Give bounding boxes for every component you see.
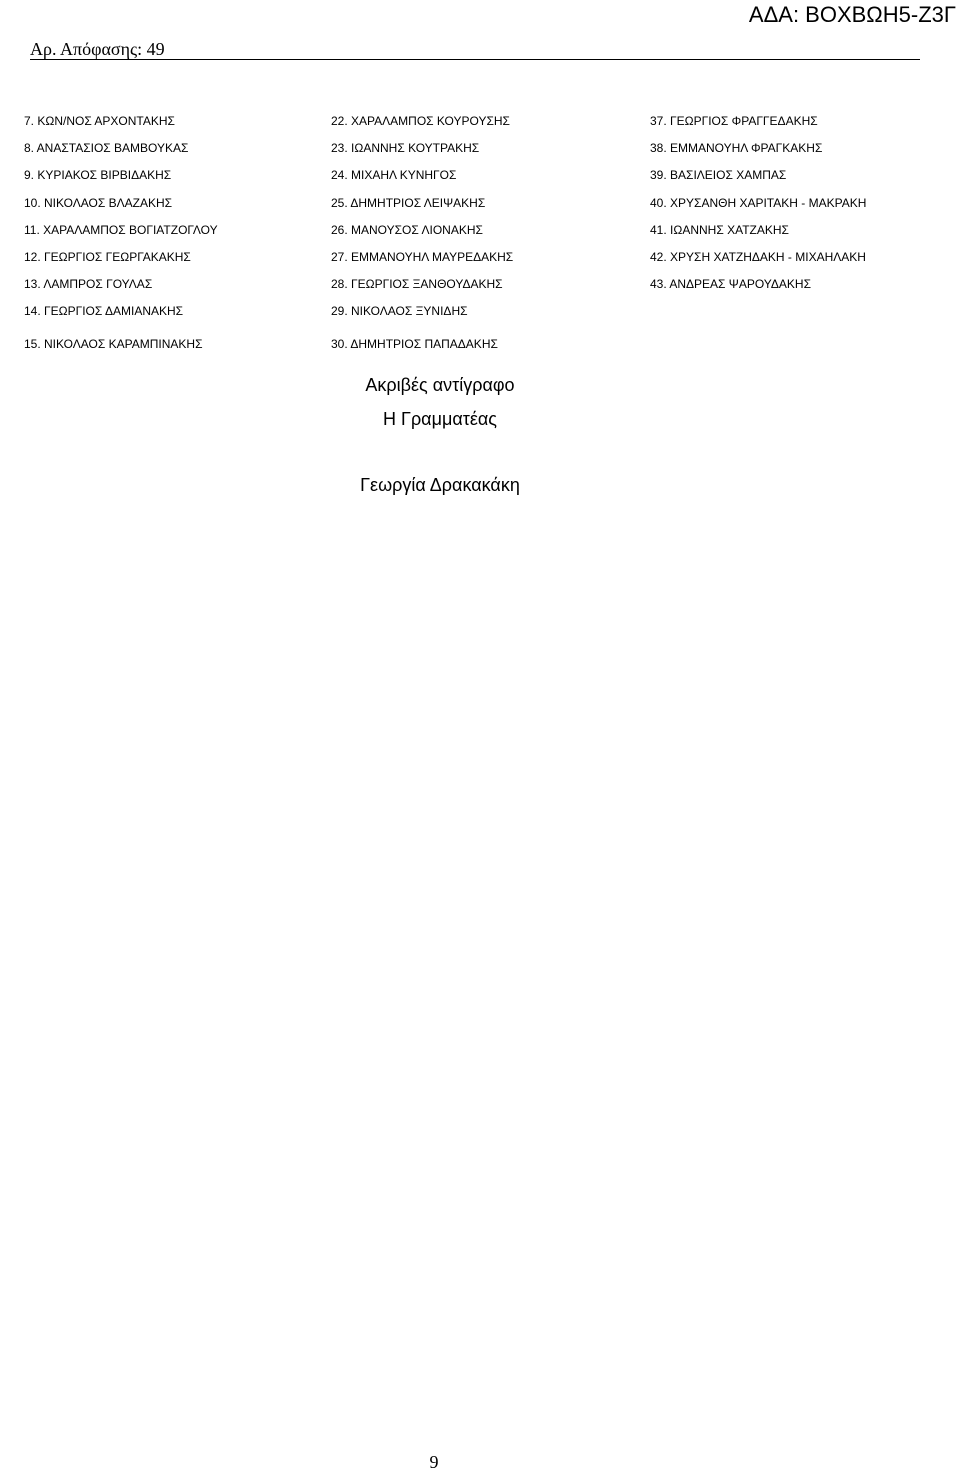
member-item: 24. ΜΙΧΑΗΛ ΚΥΝΗΓΟΣ xyxy=(331,168,457,183)
member-item: 29. ΝΙΚΟΛΑΟΣ ΞΥΝΙΔΗΣ xyxy=(331,304,468,319)
header-divider xyxy=(30,59,920,60)
member-item: 12. ΓΕΩΡΓΙΟΣ ΓΕΩΡΓΑΚΑΚΗΣ xyxy=(24,249,191,264)
member-item: 43. ΑΝΔΡΕΑΣ ΨΑΡΟΥΔΑΚΗΣ xyxy=(650,277,812,292)
member-item: 22. ΧΑΡΑΛΑΜΠΟΣ ΚΟΥΡΟΥΣΗΣ xyxy=(331,114,510,128)
member-item: 39. ΒΑΣΙΛΕΙΟΣ ΧΑΜΠΑΣ xyxy=(650,168,787,183)
secretary-role: Η Γραμματέας xyxy=(383,409,497,429)
member-item: 42. ΧΡΥΣΗ ΧΑΤΖΗΔΑΚΗ - ΜΙΧΑΗΛΑΚΗ xyxy=(650,249,866,264)
ada-code: ΑΔΑ: ΒΟΧΒΩΗ5-Ζ3Γ xyxy=(748,2,956,27)
member-item: 26. ΜΑΝΟΥΣΟΣ ΛΙΟΝΑΚΗΣ xyxy=(331,222,483,237)
page-number: 9 xyxy=(429,1452,439,1472)
member-item: 23. ΙΩΑΝΝΗΣ ΚΟΥΤΡΑΚΗΣ xyxy=(331,141,480,156)
member-item: 10. ΝΙΚΟΛΑΟΣ ΒΛΑΖΑΚΗΣ xyxy=(24,195,173,210)
decision-number: Αρ. Απόφασης: 49 xyxy=(30,39,165,59)
member-item: 25. ΔΗΜΗΤΡΙΟΣ ΛΕΙΨΑΚΗΣ xyxy=(331,195,486,210)
secretary-name: Γεωργία Δρακακάκη xyxy=(360,475,520,495)
member-item: 9. ΚΥΡΙΑΚΟΣ ΒΙΡΒΙΔΑΚΗΣ xyxy=(24,168,172,183)
members-column-3 xyxy=(650,108,866,298)
member-item: 38. ΕΜΜΑΝΟΥΗΛ ΦΡΑΓΚΑΚΗΣ xyxy=(650,141,823,156)
member-item: 27. ΕΜΜΑΝΟΥΗΛ ΜΑΥΡΕΔΑΚΗΣ xyxy=(331,249,514,264)
member-item: 40. ΧΡΥΣΑΝΘΗ ΧΑΡΙΤΑΚΗ - ΜΑΚΡΑΚΗ xyxy=(650,195,867,210)
member-item: 15. ΝΙΚΟΛΑΟΣ ΚΑΡΑΜΠΙΝΑΚΗΣ xyxy=(24,337,203,351)
member-item: 28. ΓΕΩΡΓΙΟΣ ΞΑΝΘΟΥΔΑΚΗΣ xyxy=(331,277,503,292)
members-column-1 xyxy=(24,108,218,326)
member-item: 37. ΓΕΩΡΓΙΟΣ ΦΡΑΓΓΕΔΑΚΗΣ xyxy=(650,114,818,128)
certified-copy-label: Ακριβές αντίγραφο xyxy=(365,375,515,395)
members-column-2 xyxy=(331,108,513,326)
member-item: 13. ΛΑΜΠΡΟΣ ΓΟΥΛΑΣ xyxy=(24,277,153,292)
member-item: 11. ΧΑΡΑΛΑΜΠΟΣ ΒΟΓΙΑΤΖΟΓΛΟΥ xyxy=(24,222,218,237)
member-item: 8. ΑΝΑΣΤΑΣΙΟΣ ΒΑΜΒΟΥΚΑΣ xyxy=(24,141,189,156)
member-item: 14. ΓΕΩΡΓΙΟΣ ΔΑΜΙΑΝΑΚΗΣ xyxy=(24,304,184,319)
member-item: 7. ΚΩΝ/ΝΟΣ ΑΡΧΟΝΤΑΚΗΣ xyxy=(24,114,175,128)
member-item: 41. ΙΩΑΝΝΗΣ ΧΑΤΖΑΚΗΣ xyxy=(650,222,789,237)
member-item: 30. ΔΗΜΗΤΡΙΟΣ ΠΑΠΑΔΑΚΗΣ xyxy=(331,337,498,351)
